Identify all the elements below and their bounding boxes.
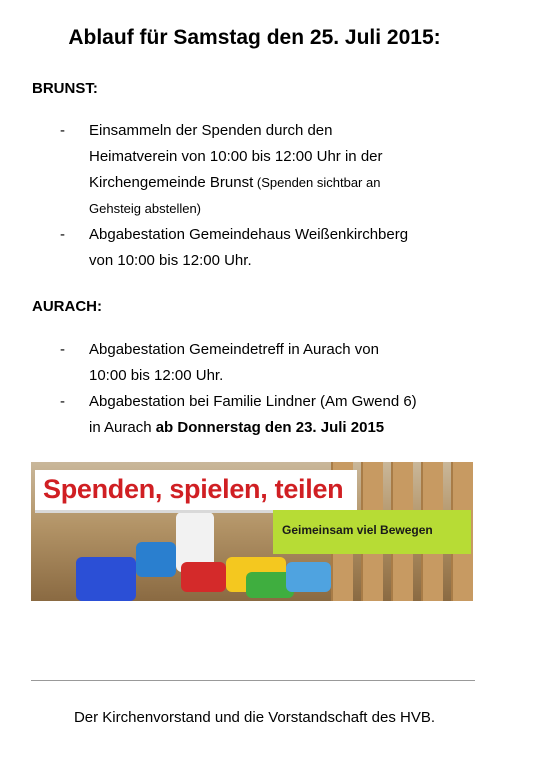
banner-title: Spenden, spielen, teilen (43, 474, 344, 504)
brunst-list (56, 118, 496, 274)
divider (31, 680, 475, 681)
item-line (89, 170, 496, 196)
blue-chair (76, 557, 136, 601)
item-line: von 10:00 bis 12:00 Uhr. (89, 252, 252, 269)
toy (136, 542, 176, 577)
item-note: Gehsteig abstellen) (89, 201, 202, 216)
section-heading-aurach: AURACH: (32, 298, 102, 315)
page-title: Ablauf für Samstag den 25. Juli 2015: (68, 26, 441, 49)
item-text: Kirchengemeinde Brunst (89, 174, 254, 191)
item-line: Abgabestation bei Familie Lindner (Am Gwend 6) (89, 393, 417, 410)
item-line: Einsammeln der Spenden durch den (89, 122, 333, 139)
bullet-dash: - (60, 226, 65, 243)
item-line: 10:00 bis 12:00 Uhr. (89, 367, 224, 384)
item-text: in Aurach (89, 419, 156, 436)
section-heading-brunst: BRUNST: (32, 80, 98, 97)
item-line: Abgabestation Gemeindetreff in Aurach von (89, 341, 379, 358)
toy (181, 562, 226, 592)
bullet-dash: - (60, 122, 65, 139)
item-line: Abgabestation Gemeindehaus Weißenkirchberg (89, 226, 409, 243)
list-item (56, 118, 496, 222)
bullet-dash: - (60, 393, 65, 410)
banner-subtitle-box (273, 510, 471, 554)
list-item (56, 389, 496, 441)
footer-signature: Der Kirchenvorstand und die Vorstandschaft des HVB. (73, 709, 436, 726)
banner-subtitle: Geimeinsam viel Bewegen (282, 523, 433, 537)
list-item (56, 222, 496, 274)
item-line: Heimatverein von 10:00 bis 12:00 Uhr in der (89, 148, 383, 165)
banner-title-box (35, 470, 357, 513)
bullet-dash: - (60, 341, 65, 358)
item-note: (Spenden sichtbar an (253, 175, 381, 190)
item-line (89, 415, 496, 441)
item-date-highlight: ab Donnerstag den 23. Juli 2015 (155, 419, 385, 436)
toy (286, 562, 331, 592)
list-item (56, 337, 496, 389)
banner-image (31, 462, 473, 601)
aurach-list (56, 337, 496, 441)
